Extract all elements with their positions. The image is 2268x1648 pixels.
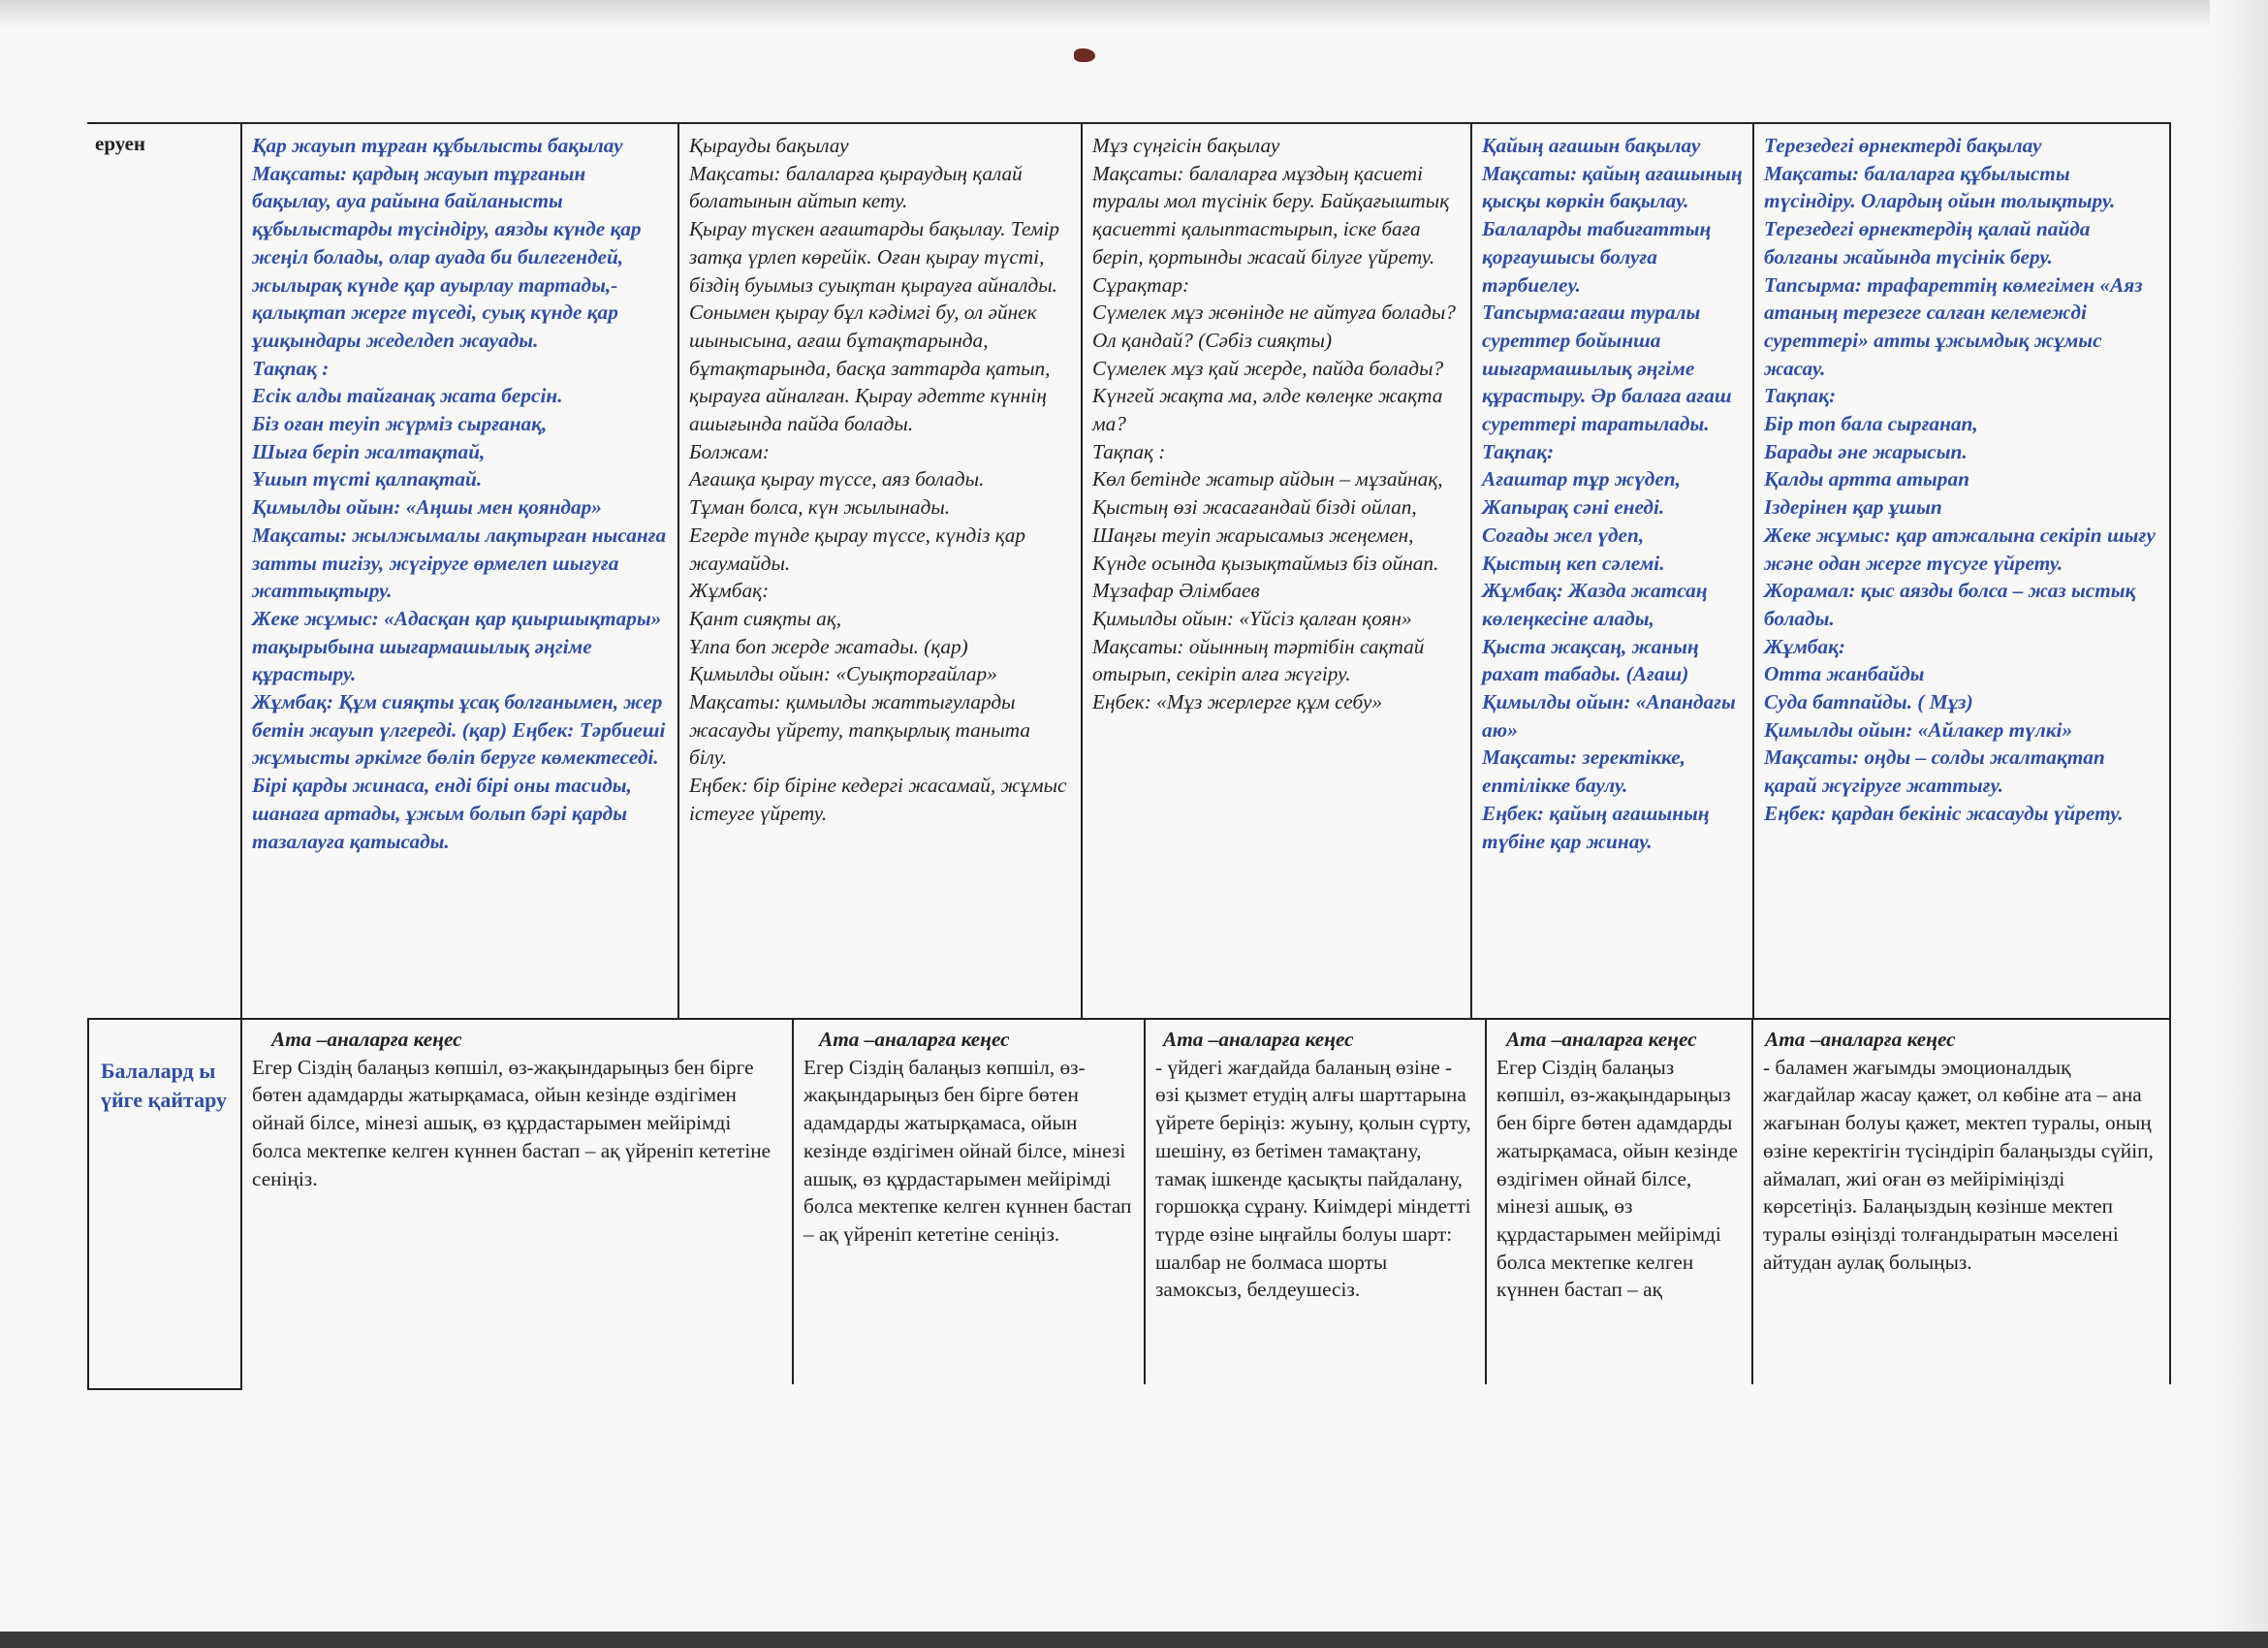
- window-goal: Мақсаты: балаларға құбылысты түсіндіру. Олардың ойын толықтыру. Терезедегі өрнектердің қалай пайда болғаны жайында түсінік беру.: [1764, 161, 2116, 269]
- walk-cell-birch: [1472, 126, 1752, 1018]
- snowfall-rhyme-line-2: Біз оған теуіп жүрміз сырғанақ,: [252, 412, 548, 436]
- snowfall-rhyme-line-1: Есік алды тайғанақ жата берсін.: [252, 384, 563, 408]
- snowfall-rhyme-line-3: Шыға беріп жалтақтай,: [252, 439, 486, 463]
- parent-advice-title-1: Ата –аналарға кеңес: [271, 1028, 462, 1051]
- parent-advice-cell-1: [242, 1022, 792, 1384]
- parent-advice-cell-3: [1146, 1022, 1485, 1384]
- birch-rhyme-heading: Тақпақ:: [1482, 439, 1555, 463]
- birch-goal: Мақсаты: қайың ағашының қысқы көркін бақылау.: [1482, 161, 1743, 213]
- icicle-rhyme-line-1: Көл бетінде жатыр айдын – мұзайнақ,: [1092, 467, 1443, 491]
- window-riddle-heading: Жұмбақ:: [1764, 634, 1845, 658]
- window-riddle-line-2: Суда батпайды. ( Мұз): [1764, 690, 1973, 714]
- parent-advice-cell-4: [1487, 1022, 1751, 1384]
- parent-advice-title-3: Ата –аналарға кеңес: [1163, 1028, 1354, 1051]
- parent-advice-title-2: Ата –аналарға кеңес: [819, 1028, 1010, 1051]
- snowfall-rhyme-line-4: Ұшып түсті қалпақтай.: [252, 467, 483, 491]
- window-rhyme-line-2: Барады әне жарысып.: [1764, 439, 1968, 463]
- parent-advice-cell-2: [794, 1022, 1144, 1384]
- walk-cell-window-patterns-content: [1764, 132, 2159, 828]
- snowfall-game-goal: Мақсаты: жылжымалы лақтырған нысанға затты тигізу, жүгіруге өрмелеп шығуға жаттықтыру.: [252, 523, 667, 603]
- icicle-question-1: Сүмелек мұз жөнінде не айтуға болады?: [1092, 301, 1456, 325]
- scan-bottom-edge: [0, 1632, 2268, 1648]
- birch-labor: Еңбек: қайың ағашының түбіне қар жинау.: [1482, 801, 1710, 853]
- icicle-question-3: Сүмелек мұз қай жерде, пайда болады?: [1092, 356, 1444, 380]
- window-prediction: Жорамал: қыс аязды болса – жаз ыстық болады.: [1764, 579, 2136, 630]
- walk-cell-birch-content: [1482, 132, 1743, 855]
- frost-labor: Еңбек: бір біріне кедергі жасамай, жұмыс істеуге үйрету.: [689, 774, 1067, 825]
- window-individual-work: Жеке жұмыс: қар атжалына секіріп шығу және одан жерге түсуге үйрету.: [1764, 523, 2156, 575]
- window-riddle-line-1: Отта жанбайды: [1764, 662, 1925, 686]
- birch-rhyme-line-4: Қыстың кеп сәлемі.: [1482, 551, 1665, 575]
- frost-riddle-line-1: Қант сияқты ақ,: [689, 606, 842, 630]
- snowfall-game: Қимылды ойын: «Аңшы мен қояндар»: [252, 495, 602, 520]
- window-game: Қимылды ойын: «Айлакер түлкі»: [1764, 717, 2073, 742]
- walk-cell-frost-content: [689, 132, 1071, 828]
- icicle-title: Мұз сүңгісін бақылау: [1092, 134, 1280, 157]
- icicle-rhyme-line-3: Шаңғы теуіп жарысамыз жеңемен,: [1092, 523, 1414, 547]
- parent-advice-text-2: Егер Сіздің балаңыз көпшіл, өз-жақындарыңыз бен бірге бөтен адамдарды жатырқамаса, ойын кезінде өздігімен ойнай білсе, мінезі ашық, өз құрдастарымен мейірімді болса мектепке келген күннен бастап – ақ үйреніп кететіне сеніңіз.: [803, 1055, 1132, 1246]
- walk-cell-snowfall: [242, 126, 677, 1018]
- icicle-questions-heading: Сұрақтар:: [1092, 272, 1190, 297]
- scan-top-shadow: [0, 0, 2268, 29]
- window-rhyme-line-3: Қалды артта атырап: [1764, 467, 1969, 491]
- window-labor: Еңбек: қардан бекініс жасауды үйрету.: [1764, 801, 2124, 825]
- birch-game-goal: Мақсаты: зеректікке, ептілікке баулу.: [1482, 745, 1685, 798]
- scan-speck: [1074, 48, 1095, 62]
- row-label-going-home-text: Балалард ы үйге қайтару: [101, 1059, 228, 1112]
- row-label-walk-text: еруен: [95, 132, 145, 155]
- icicle-game-goal: Мақсаты: ойынның тәртібін сақтай отырып, секіріп алға жүгіру.: [1092, 634, 1425, 686]
- row-label-walk: [89, 128, 240, 186]
- frost-riddle-heading: Жұмбақ:: [689, 579, 770, 603]
- icicle-labor: Еңбек: «Мұз жерлерге құм себу»: [1092, 690, 1383, 714]
- birch-title: Қайың ағашын бақылау: [1482, 134, 1701, 157]
- window-rhyme-line-1: Бір топ бала сырғанап,: [1764, 412, 1978, 436]
- frost-forecast-1: Ағашқа қырау түссе, аяз болады.: [689, 467, 985, 491]
- frost-game: Қимылды ойын: «Суықторғайлар»: [689, 662, 997, 686]
- frost-title: Қырауды бақылау: [689, 134, 849, 157]
- snowfall-title: Қар жауып тұрған құбылысты бақылау: [252, 134, 623, 157]
- parent-advice-title-5: Ата –аналарға кеңес: [1765, 1028, 1956, 1051]
- parent-advice-text-3: - үйдегі жағдайда баланың өзіне - өзі қызмет етудің алғы шарттарына үйрете беріңіз: жуыну, қолын сүрту, шешіну, өз бетімен тамақтану, тамақ ішкенде қасықты пайдалану, горшокқа сұрану. Киімдері міндетті түрде өзіне ыңғайлы болуы шарт: шалбар не болмаса шорты замоксыз, белдеушесіз.: [1155, 1055, 1471, 1302]
- window-task: Тапсырма: трафареттің көмегімен «Аяз атаның терезеге салған келемежді суреттері» атты ұжымдық жұмыс жасау.: [1764, 272, 2143, 380]
- parent-advice-text-5: - баламен жағымды эмоционалдық жағдайлар жасау қажет, ол көбіне ата – ана жағынан болуы қажет, мектеп туралы, оның өзіне керектігін түсіндіріп балаңызды сүйіп, аймалап, жиі оған өз мейіріміңізді көрсетіңіз. Балаңыздың көзінше мектеп туралы өзіңізді толғандыратын мәселені айтудан аулақ болыңыз.: [1763, 1055, 2154, 1274]
- icicle-rhyme-line-4: Күнде осында қызықтаймыз біз ойнап. Мұзафар Әлімбаев: [1092, 551, 1439, 603]
- frost-forecast-2: Тұман болса, күн жылынады.: [689, 495, 951, 520]
- frost-game-goal: Мақсаты: қимылды жаттығуларды жасауды үйрету, тапқырлық таныта білу.: [689, 690, 1031, 770]
- birch-rhyme-line-3: Соғады жел үдеп,: [1482, 523, 1645, 547]
- birch-task: Тапсырма:ағаш туралы суреттер бойынша шығармашылық әңгіме құрастыру. Әр балаға ағаш суреттері таратылады.: [1482, 301, 1732, 436]
- frost-riddle-line-2: Ұлпа боп жерде жатады. (қар): [689, 634, 968, 658]
- walk-cell-snowfall-content: [252, 132, 668, 855]
- walk-cell-icicle: [1083, 126, 1470, 1018]
- birch-rhyme-line-2: Жапырақ сәні енеді.: [1482, 495, 1665, 520]
- window-rhyme-heading: Тақпақ:: [1764, 384, 1837, 408]
- birch-game: Қимылды ойын: «Апандағы аю»: [1482, 690, 1736, 742]
- birch-riddle-2: Қыста жақсаң, жаның рахат табады. (Ағаш): [1482, 634, 1699, 686]
- parent-advice-cell-5: [1753, 1022, 2169, 1384]
- birch-rhyme-line-1: Ағаштар тұр жүдеп,: [1482, 467, 1681, 491]
- icicle-goal: Мақсаты: балаларға мұздың қасиеті туралы мол түсінік беру. Байқағыштық қасиетті қалыптастырып, іске баға беріп, қортынды жасай білуге үйрету.: [1092, 161, 1450, 269]
- icicle-game: Қимылды ойын: «Үйсіз қалған қоян»: [1092, 606, 1412, 630]
- birch-riddle-1: Жұмбақ: Жазда жатсаң көлеңкесіне алады,: [1482, 579, 1708, 630]
- walk-cell-icicle-content: [1092, 132, 1461, 716]
- parent-advice-title-4: Ата –аналарға кеңес: [1506, 1028, 1697, 1051]
- window-rhyme-line-4: Іздерінен қар ұшып: [1764, 495, 1942, 520]
- walk-cell-frost: [679, 126, 1081, 1018]
- snowfall-rhyme-heading: Тақпақ :: [252, 356, 330, 380]
- parent-advice-text-4: Егер Сіздің балаңыз көпшіл, өз-жақындарыңыз бен бірге бөтен адамдарды жатырқамаса, ойын кезінде өздігімен ойнай білсе, мінезі ашық, өз құрдастарымен мейірімді болса мектепке келген күннен бастап – ақ: [1496, 1055, 1738, 1302]
- snowfall-goal: Мақсаты: қардың жауып тұрғанын бақылау, ауа райына байланысты құбылыстарды түсіндіру, аязды күнде қар жеңіл болады, олар ауада би билегендей, жылырақ күнде қар ауырлау тартады,- қалықтап жерге түседі, суық күнде қар ұшқындары жеделдеп жауады.: [252, 161, 642, 352]
- scan-right-shadow: [2210, 0, 2268, 1648]
- frost-observation: Қырау түскен ағаштарды бақылау. Темір затқа үрлеп көрейік. Оған қырау түсті, біздің буымыз суықтан қырауға айналды. Сонымен қырау бұл кәдімгі бу, ол әйнек шынысына, ағаш бұтақтарында, бұтақтарында, басқа заттарда қатып, қырауға айналған. Қырау әдетте күннің ашығында пайда болады.: [689, 217, 1060, 436]
- icicle-rhyme-line-2: Қыстың өзі жасағандай бізді ойлап,: [1092, 495, 1417, 520]
- icicle-rhyme-heading: Тақпақ :: [1092, 439, 1166, 463]
- frost-goal: Мақсаты: балаларға қыраудың қалай болатынын айтып кету.: [689, 161, 1023, 213]
- icicle-question-4: Күнгей жақта ма, әлде көлеңке жақта ма?: [1092, 384, 1443, 436]
- row-label-going-home: [93, 1053, 238, 1169]
- frost-forecast-3: Егерде түнде қырау түссе, күндіз қар жаумайды.: [689, 523, 1026, 575]
- birch-upbringing: Балаларды табиғаттың қорғаушысы болуға тәрбиелеу.: [1482, 217, 1712, 297]
- window-game-goal: Мақсаты: оңды – солды жалтақтап қарай жүгіруге жаттығу.: [1764, 745, 2105, 798]
- walk-cell-window-patterns: [1754, 126, 2169, 1018]
- snowfall-riddle-and-labor: Жұмбақ: Құм сияқты ұсақ болғанымен, жер бетін жауып үлгереді. (қар) Еңбек: Тәрбиеші жұмысты әркімге бөліп беруге көмектеседі. Бірі қарды жинаса, енді бірі оны тасиды, шанаға артады, ұжым болып бәрі қарды тазалауға қатысады.: [252, 690, 666, 853]
- snowfall-individual-work: Жеке жұмыс: «Адасқан қар қиыршықтары» тақырыбына шығармашылық әңгіме құрастыру.: [252, 606, 662, 686]
- window-title: Терезедегі өрнектерді бақылау: [1764, 134, 2042, 157]
- frost-forecast-heading: Болжам:: [689, 439, 770, 463]
- parent-advice-text-1: Егер Сіздің балаңыз көпшіл, өз-жақындарыңыз бен бірге бөтен адамдарды жатырқамаса, ойын кезінде өздігімен ойнай білсе, мінезі ашық, өз құрдастарымен мейірімді болса мектепке келген күннен бастап – ақ үйреніп кететіне сеніңіз.: [252, 1055, 772, 1190]
- icicle-question-2: Ол қандай? (Сәбіз сияқты): [1092, 328, 1333, 352]
